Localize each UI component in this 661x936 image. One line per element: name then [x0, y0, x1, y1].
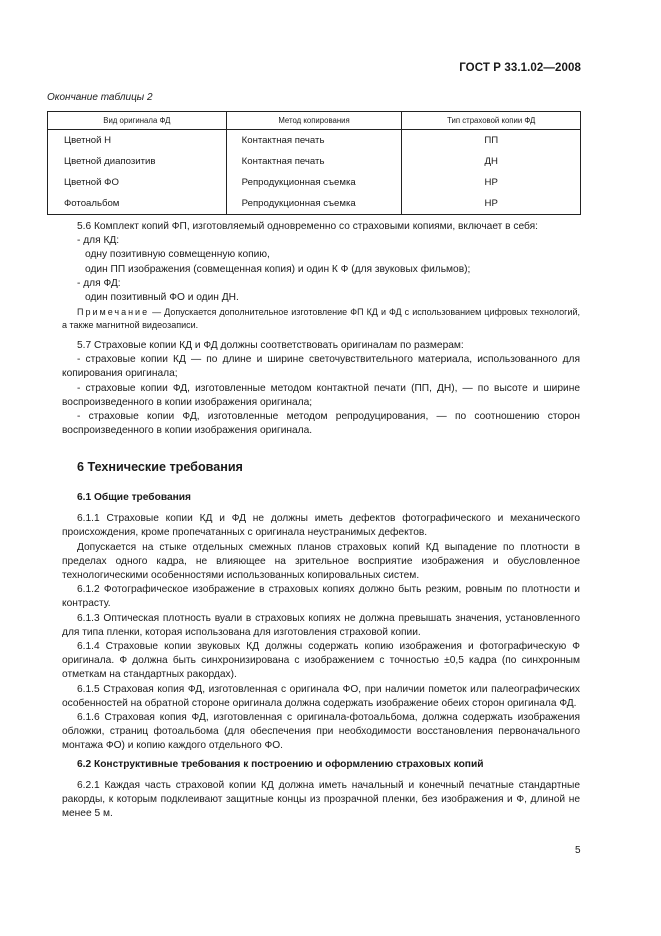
table-cell: ПП [402, 130, 581, 152]
note [62, 306, 580, 332]
note-paragraph [62, 306, 580, 332]
clause-6-1-1-cont: Допускается на стыке отдельных смежных планов страховых копий КД выпадение по плотности в пределах одного кадра, не влияющее на зрительное восприятие изображения и обусловленное технологическими особенностями использованных копировальных систем. [62, 541, 580, 582]
clause-5-6-intro: 5.6 Комплект копий ФП, изготовляемый одновременно со страховыми копиями, включает в себя: [77, 221, 538, 232]
table-row [48, 172, 581, 193]
clause-5-7 [62, 339, 580, 438]
clause-6-1-5: 6.1.5 Страховая копия ФД, изготовленная с оригинала ФО, при наличии пометок или палеографических особенностей на обратной стороне оригинала должна содержать изображение обеих сторон оригинала ФД. [62, 683, 580, 709]
clause-6-1-6: 6.1.6 Страховая копия ФД, изготовленная с оригинала-фотоальбома, должна содержать изображения обложки, страниц фотоальбома (для обеспечения при необходимости восстановления первоначального монтажа ФО) и копию каждого отдельного ФО. [62, 712, 580, 752]
list-item: - страховые копии ФД, изготовленные методом контактной печати (ПП, ДН), — по высоте и ширине воспроизведенного в копии изображения оригинала; [62, 382, 580, 408]
table-cell: Контактная печать [226, 151, 402, 172]
table-row [48, 193, 581, 215]
column-header: Тип страховой копии ФД [402, 112, 581, 130]
table-cell: НР [402, 193, 581, 215]
note-label: Примечание [77, 307, 150, 317]
clause-6-2-1: 6.2.1 Каждая часть страховой копии КД должна иметь начальный и конечный печатные стандартные ракорды, к которым подклеивают защитные концы из прозрачной пленки, без изображения и Ф, длиной не менее 5 м. [62, 779, 580, 820]
subsection-6-2-title: 6.2 Конструктивные требования к построению и оформлению страховых копий [77, 758, 484, 770]
fd-label: - для ФД: [77, 277, 121, 289]
list-item: - страховые копии КД — по длине и ширине светочувствительного материала, использованного для копирования оригинала; [62, 354, 580, 380]
table-cell: Цветной Н [48, 130, 227, 152]
clause-6-1-2: 6.1.2 Фотографическое изображение в страховых копиях должно быть резким, ровным по плотности и контрасту. [62, 584, 580, 610]
section-6-title: 6 Технические требования [77, 460, 243, 474]
column-header: Метод копирования [226, 112, 402, 130]
table-cell: Фотоальбом [48, 193, 227, 215]
kd-item: одну позитивную совмещенную копию, [85, 249, 270, 261]
clause-6-1-3: 6.1.3 Оптическая плотность вуали в страховых копиях не должна превышать значения, установленного для типа пленки, которая использована для изготовления страховой копии. [62, 612, 580, 638]
section-6-body [62, 491, 580, 821]
table-cell: Цветной диапозитив [48, 151, 227, 172]
table-caption: Окончание таблицы 2 [47, 92, 153, 103]
kd-label: - для КД: [77, 235, 120, 247]
list-item: - страховые копии ФД, изготовленные методом репродуцирования, — по соотношению сторон воспроизведенного в копии изображения оригинала. [62, 411, 580, 437]
clause-5-6 [62, 220, 580, 305]
clause-5-7-intro: 5.7 Страховые копии КД и ФД должны соответствовать оригиналам по размерам: [77, 340, 464, 351]
column-header: Вид оригинала ФД [48, 112, 227, 130]
fd-item: один позитивный ФО и один ДН. [85, 292, 239, 304]
table-cell: Репродукционная съемка [226, 193, 402, 215]
table-row [48, 130, 581, 152]
kd-item: один ПП изображения (совмещенная копия) и один К Ф (для звуковых фильмов); [85, 263, 471, 275]
table-row [48, 151, 581, 172]
table-2-end [47, 111, 581, 215]
page-number: 5 [575, 845, 581, 856]
table-cell: НР [402, 172, 581, 193]
table-cell: ДН [402, 151, 581, 172]
table-cell: Репродукционная съемка [226, 172, 402, 193]
subsection-6-1-title: 6.1 Общие требования [77, 492, 191, 503]
standard-designation: ГОСТ Р 33.1.02—2008 [459, 62, 581, 74]
table-header-row [48, 112, 581, 130]
table-cell: Контактная печать [226, 130, 402, 152]
note-text: — Допускается дополнительное изготовление ФП КД и ФД с использованием цифровых технологий, а также магнитной видеозаписи. [62, 307, 580, 330]
clause-6-1-1: 6.1.1 Страховые копии КД и ФД не должны иметь дефектов фотографического и механического происхождения, кроме пропечатанных с оригинала неустранимых дефектов. [62, 513, 580, 539]
clause-6-1-4: 6.1.4 Страховые копии звуковых КД должны содержать копию изображения и фотографическую Ф оригинала. Ф должна быть синхронизирована с изображением с точностью ±0,5 кадра (по синхронным отметкам на стандартных ракордах). [62, 641, 580, 681]
table-cell: Цветной ФО [48, 172, 227, 193]
